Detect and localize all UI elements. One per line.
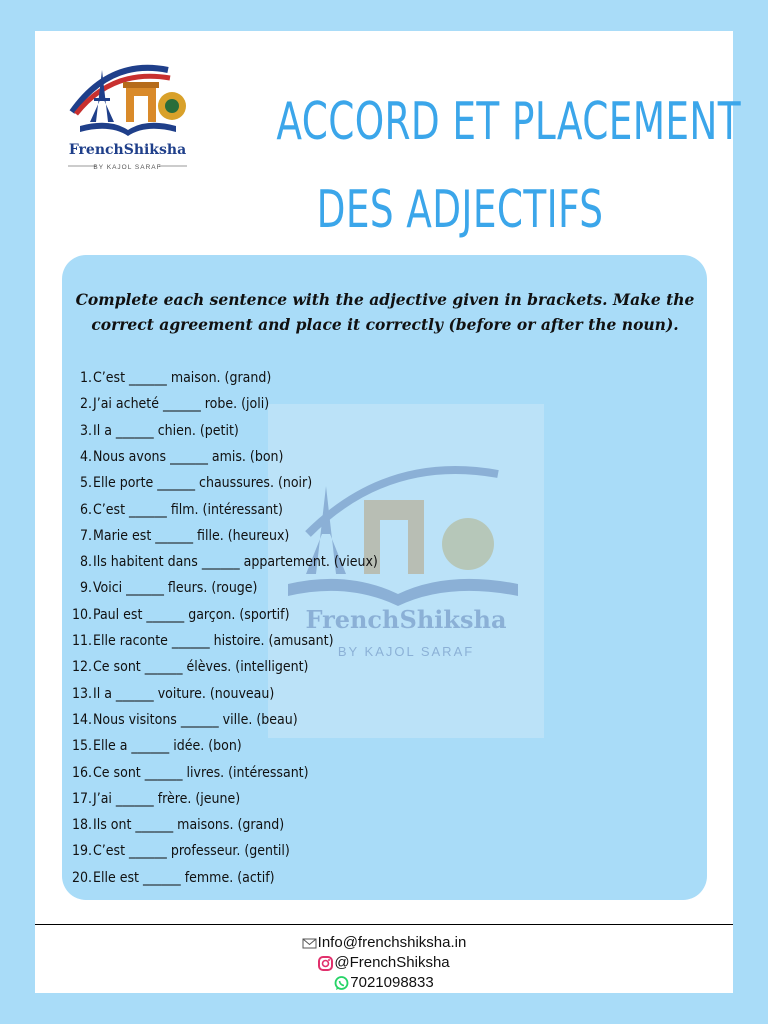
exercise-item <box>62 550 378 574</box>
exercise-number: 7. <box>79 527 92 544</box>
exercise-sentence: J’ai acheté ______ robe. (joli) <box>93 396 270 413</box>
exercise-number: 8. <box>79 554 92 571</box>
exercise-number: 16. <box>71 764 92 781</box>
exercise-number: 10. <box>71 606 92 623</box>
footer-divider <box>35 924 733 925</box>
exercise-number: 18. <box>71 817 92 834</box>
exercise-number: 11. <box>71 633 92 649</box>
frenchshiksha-logo <box>50 40 205 192</box>
exercise-sentence: J’ai ______ frère. (jeune) <box>93 790 241 807</box>
watermark-brand-text: FrenchShiksha <box>305 605 507 634</box>
exercise-number: 12. <box>71 659 92 676</box>
exercise-item <box>62 761 309 785</box>
exercise-item <box>62 419 239 443</box>
exercise-sentence: Il a ______ voiture. (nouveau) <box>93 685 275 702</box>
exercise-item <box>62 734 242 758</box>
exercise-item <box>62 524 289 548</box>
exercise-number: 17. <box>71 790 92 807</box>
exercise-item <box>62 392 269 416</box>
exercise-number: 14. <box>71 711 92 728</box>
title-line-1: ACCORD ET PLACEMENT <box>276 92 742 152</box>
exercise-item <box>62 629 333 653</box>
exercise-number: 1. <box>79 370 92 386</box>
exercise-item <box>62 682 274 706</box>
phone-text[interactable]: 7021098833 <box>350 974 434 991</box>
exercise-number: 2. <box>79 396 92 413</box>
exercise-item <box>62 471 312 495</box>
exercise-sentence: Elle a ______ idée. (bon) <box>93 738 242 755</box>
exercise-number: 19. <box>71 843 92 860</box>
exercise-sentence: C’est ______ film. (intéressant) <box>93 501 283 518</box>
email-row <box>35 932 733 954</box>
exercise-item <box>62 866 275 890</box>
exercise-sentence: Ce sont ______ livres. (intéressant) <box>93 764 309 781</box>
exercise-item <box>62 839 290 863</box>
exercise-number: 5. <box>79 475 92 492</box>
logo-brand-text: FrenchShiksha <box>68 142 187 158</box>
exercise-sentence: Ce sont ______ élèves. (intelligent) <box>93 659 309 676</box>
exercise-sentence: Elle est ______ femme. (actif) <box>93 869 275 886</box>
phone-row <box>35 972 733 994</box>
exercise-number: 20. <box>71 869 92 886</box>
instagram-text[interactable]: @FrenchShiksha <box>334 954 450 971</box>
exercise-number: 4. <box>79 448 92 465</box>
exercise-sentence: Elle raconte ______ histoire. (amusant) <box>93 633 334 649</box>
exercise-sentence: Marie est ______ fille. (heureux) <box>93 527 290 544</box>
watermark-tagline-text: BY KAJOL SARAF <box>337 644 475 659</box>
exercise-item <box>62 787 240 811</box>
instagram-icon <box>318 956 333 971</box>
exercise-number: 15. <box>71 738 92 755</box>
title-line-2: DES ADJECTIFS <box>316 180 604 240</box>
whatsapp-icon <box>334 976 349 991</box>
exercise-number: 6. <box>79 501 92 518</box>
instagram-row <box>35 952 733 974</box>
exercise-number: 9. <box>79 580 92 597</box>
logo-tagline-text: BY KAJOL SARAF <box>93 164 162 171</box>
exercise-sentence: Voici ______ fleurs. (rouge) <box>93 580 258 597</box>
exercise-sentence: Paul est ______ garçon. (sportif) <box>93 606 290 623</box>
exercise-sentence: C’est ______ professeur. (gentil) <box>93 843 290 860</box>
exercise-number: 3. <box>79 422 92 439</box>
exercise-item <box>62 498 283 522</box>
exercise-item <box>62 708 298 732</box>
exercise-sentence: Elle porte ______ chaussures. (noir) <box>93 475 313 492</box>
exercise-item <box>62 576 257 600</box>
exercise-sentence: Nous visitons ______ ville. (beau) <box>93 711 298 728</box>
exercise-sentence: Ils habitent dans ______ appartement. (vieux) <box>93 554 378 571</box>
exercise-item <box>62 655 308 679</box>
exercise-number: 13. <box>71 685 92 702</box>
exercise-sentence: Il a ______ chien. (petit) <box>93 422 239 439</box>
exercise-item <box>62 813 284 837</box>
exercise-item <box>62 366 271 390</box>
exercise-item <box>62 603 290 627</box>
exercise-sentence: Ils ont ______ maisons. (grand) <box>93 817 285 834</box>
worksheet-title <box>276 78 742 254</box>
instructions-text: Complete each sentence with the adjective given in brackets. Make the correct agreement and place it correctly (before or after the noun). <box>75 290 695 334</box>
exercise-item <box>62 445 283 469</box>
exercise-sentence: C’est ______ maison. (grand) <box>93 370 272 386</box>
exercise-sentence: Nous avons ______ amis. (bon) <box>93 448 284 465</box>
email-text[interactable]: Info@frenchshiksha.in <box>317 934 467 951</box>
mail-icon <box>302 936 317 951</box>
